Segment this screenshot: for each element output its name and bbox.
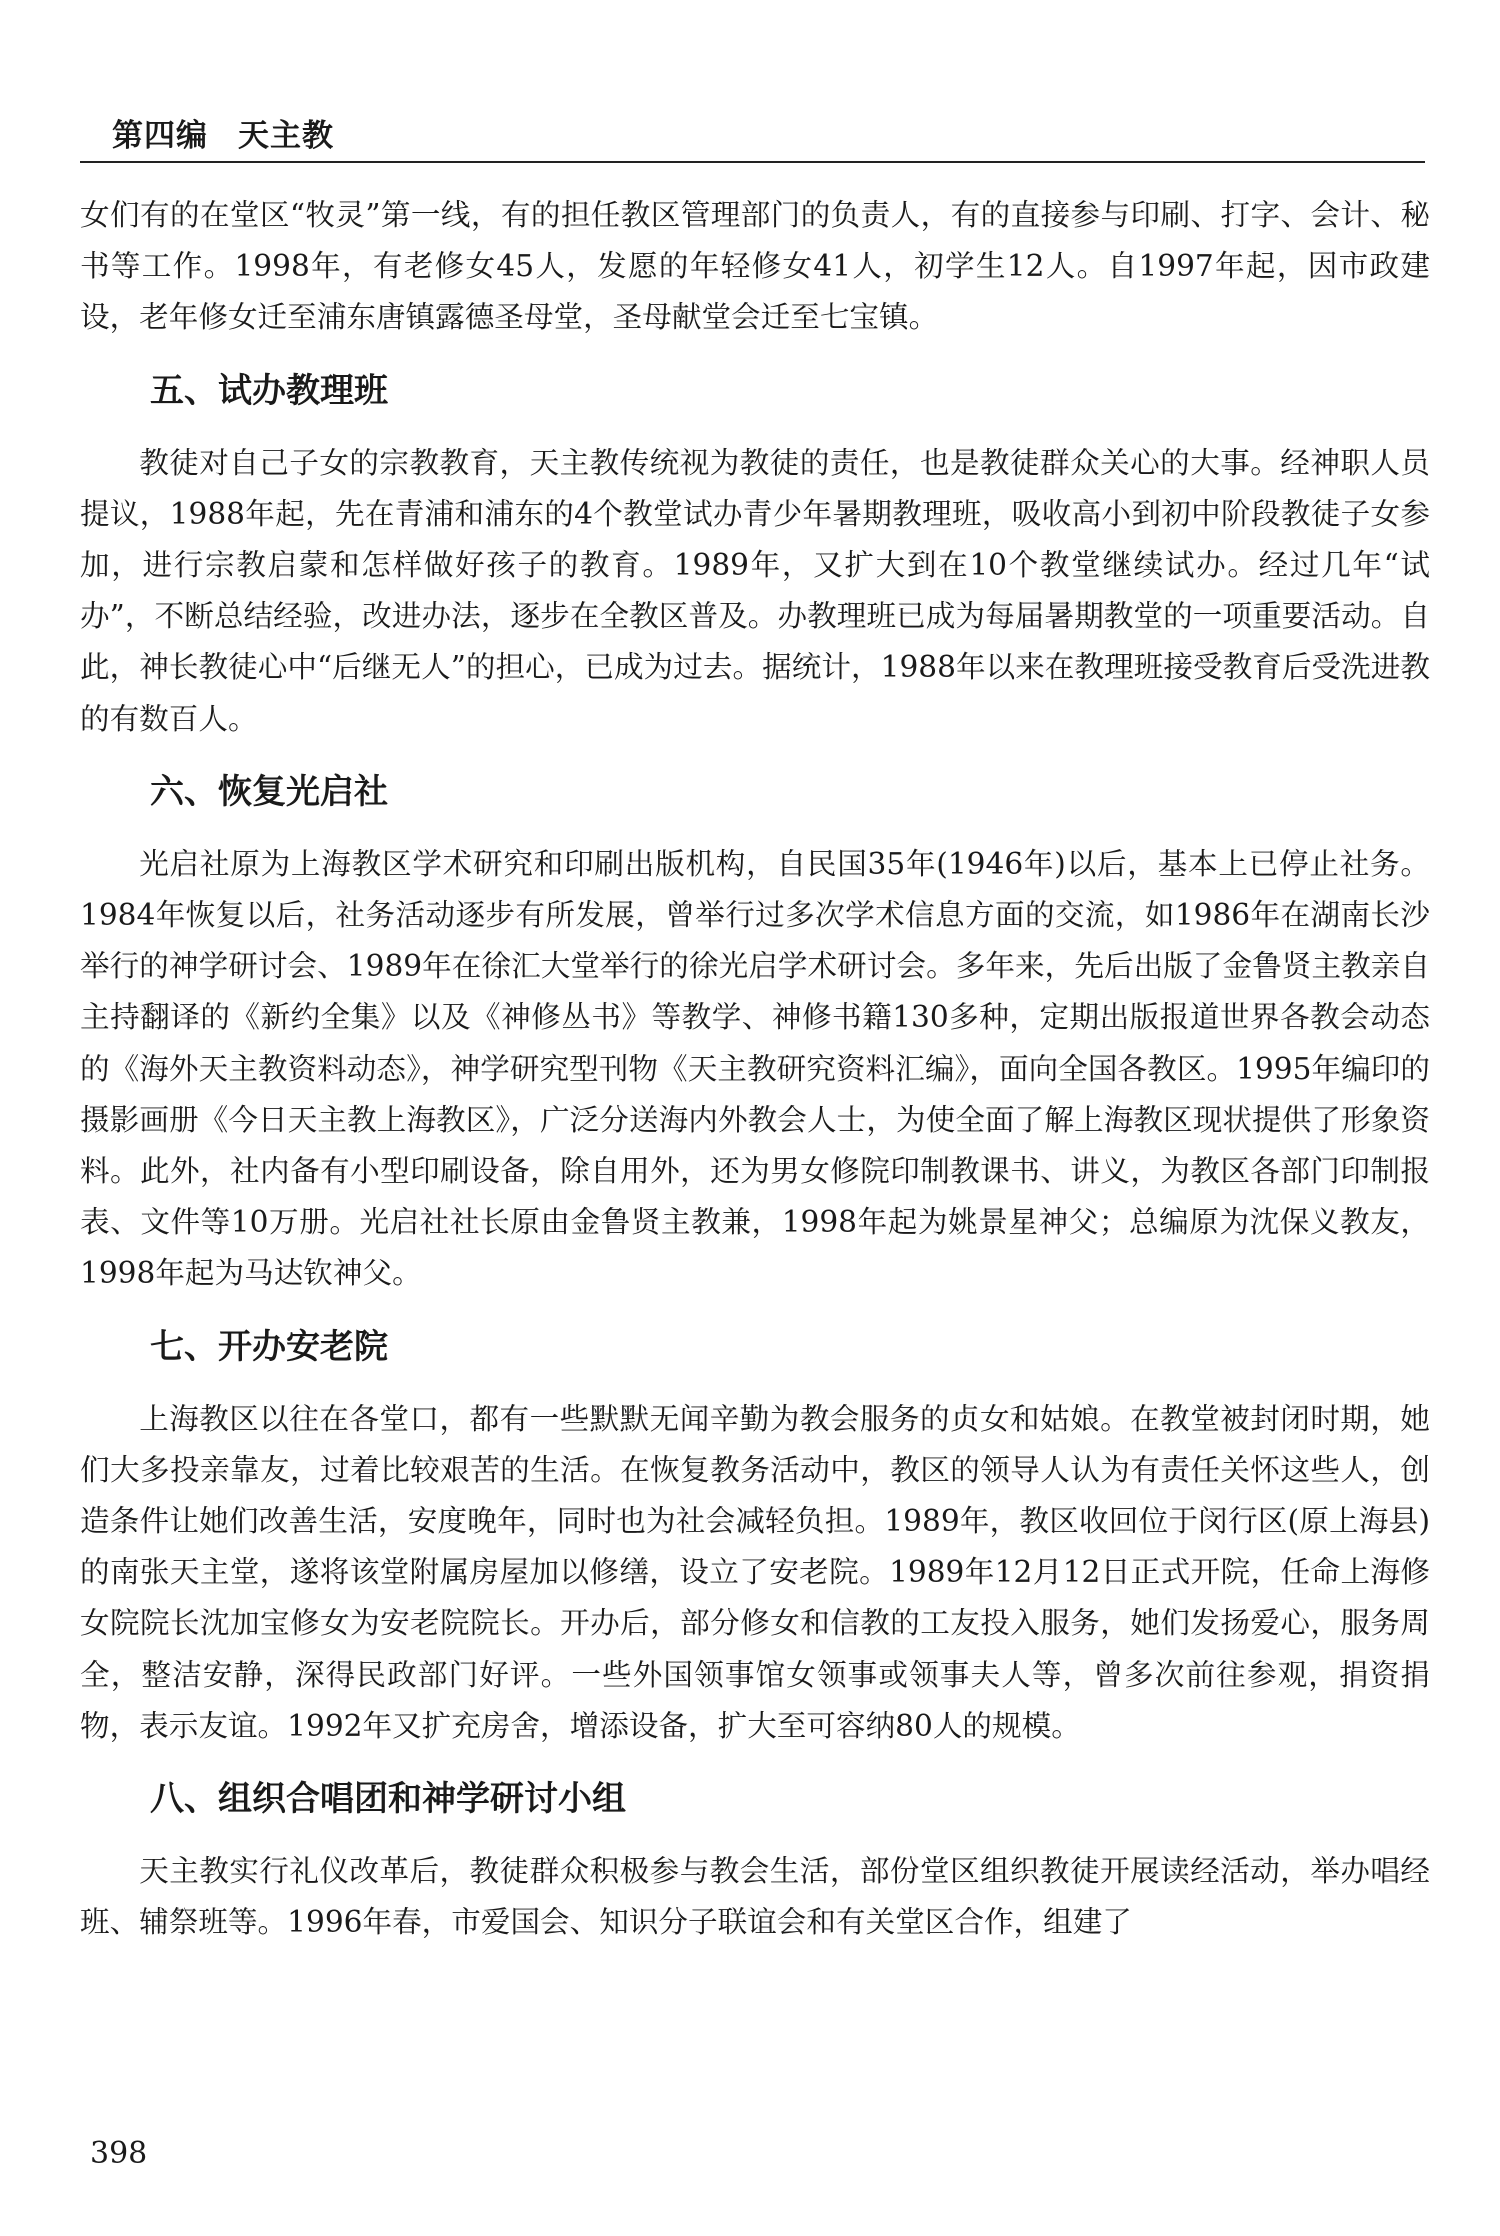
page-number: 398 xyxy=(90,2136,148,2171)
section-heading-5: 五、试办教理班 xyxy=(150,370,388,411)
section-paragraph-5: 教徒对自己子女的宗教教育，天主教传统视为教徒的责任，也是教徒群众关心的大事。经神职人员提议，1988年起，先在青浦和浦东的4个教堂试办青少年暑期教理班，吸收高小到初中阶段教徒子女参加，进行宗教启蒙和怎样做好孩子的教育。1989年，又扩大到在10个教堂继续试办。经过几年“试办”，不断总结经验，改进办法，逐步在全教区普及。办教理班已成为每届暑期教堂的一项重要活动。自此，神长教徒心中“后继无人”的担心，已成为过去。据统计，1988年以来在教理班接受教育后受洗进教的有数百人。 xyxy=(80,445,1430,736)
header-rule xyxy=(80,161,1425,163)
section-heading-8: 八、组织合唱团和神学研讨小组 xyxy=(150,1779,626,1820)
section-heading-6: 六、恢复光启社 xyxy=(150,771,388,812)
intro-paragraph: 女们有的在堂区“牧灵”第一线，有的担任教区管理部门的负责人，有的直接参与印刷、打字、会计、秘书等工作。1998年，有老修女45人，发愿的年轻修女41人，初学生12人。自1997年起，因市政建设，老年修女迁至浦东唐镇露德圣母堂，圣母献堂会迁至七宝镇。 xyxy=(80,198,1430,335)
section-paragraph-8: 天主教实行礼仪改革后，教徒群众积极参与教会生活，部份堂区组织教徒开展读经活动，举办唱经班、辅祭班等。1996年春，市爱国会、知识分子联谊会和有关堂区合作，组建了 xyxy=(80,1854,1430,1940)
header-title: 天主教 xyxy=(238,118,334,154)
section-heading-7: 七、开办安老院 xyxy=(150,1326,388,1367)
running-header xyxy=(112,110,334,155)
body-text xyxy=(80,190,1430,1948)
section-paragraph-7: 上海教区以往在各堂口，都有一些默默无闻辛勤为教会服务的贞女和姑娘。在教堂被封闭时期，她们大多投亲靠友，过着比较艰苦的生活。在恢复教务活动中，教区的领导人认为有责任关怀这些人，创造条件让她们改善生活，安度晚年，同时也为社会减轻负担。1989年，教区收回位于闵行区(原上海县)的南张天主堂，遂将该堂附属房屋加以修缮，设立了安老院。1989年12月12日正式开院，任命上海修女院院长沈加宝修女为安老院院长。开办后，部分修女和信教的工友投入服务，她们发扬爱心，服务周全，整洁安静，深得民政部门好评。一些外国领事馆女领事或领事夫人等，曾多次前往参观，捐资捐物，表示友谊。1992年又扩充房舍，增添设备，扩大至可容纳80人的规模。 xyxy=(80,1401,1430,1743)
section-paragraph-6: 光启社原为上海教区学术研究和印刷出版机构，自民国35年(1946年)以后，基本上已停止社务。1984年恢复以后，社务活动逐步有所发展，曾举行过多次学术信息方面的交流，如1986年在湖南长沙举行的神学研讨会、1989年在徐汇大堂举行的徐光启学术研讨会。多年来，先后出版了金鲁贤主教亲自主持翻译的《新约全集》以及《神修丛书》等教学、神修书籍130多种，定期出版报道世界各教会动态的《海外天主教资料动态》，神学研究型刊物《天主教研究资料汇编》，面向全国各教区。1995年编印的摄影画册《今日天主教上海教区》，广泛分送海内外教会人士，为使全面了解上海教区现状提供了形象资料。此外，社内备有小型印刷设备，除自用外，还为男女修院印制教课书、讲义，为教区各部门印制报表、文件等10万册。光启社社长原由金鲁贤主教兼，1998年起为姚景星神父；总编原为沈保义教友，1998年起为马达钦神父。 xyxy=(80,846,1430,1291)
header-part: 第四编 xyxy=(112,118,208,154)
